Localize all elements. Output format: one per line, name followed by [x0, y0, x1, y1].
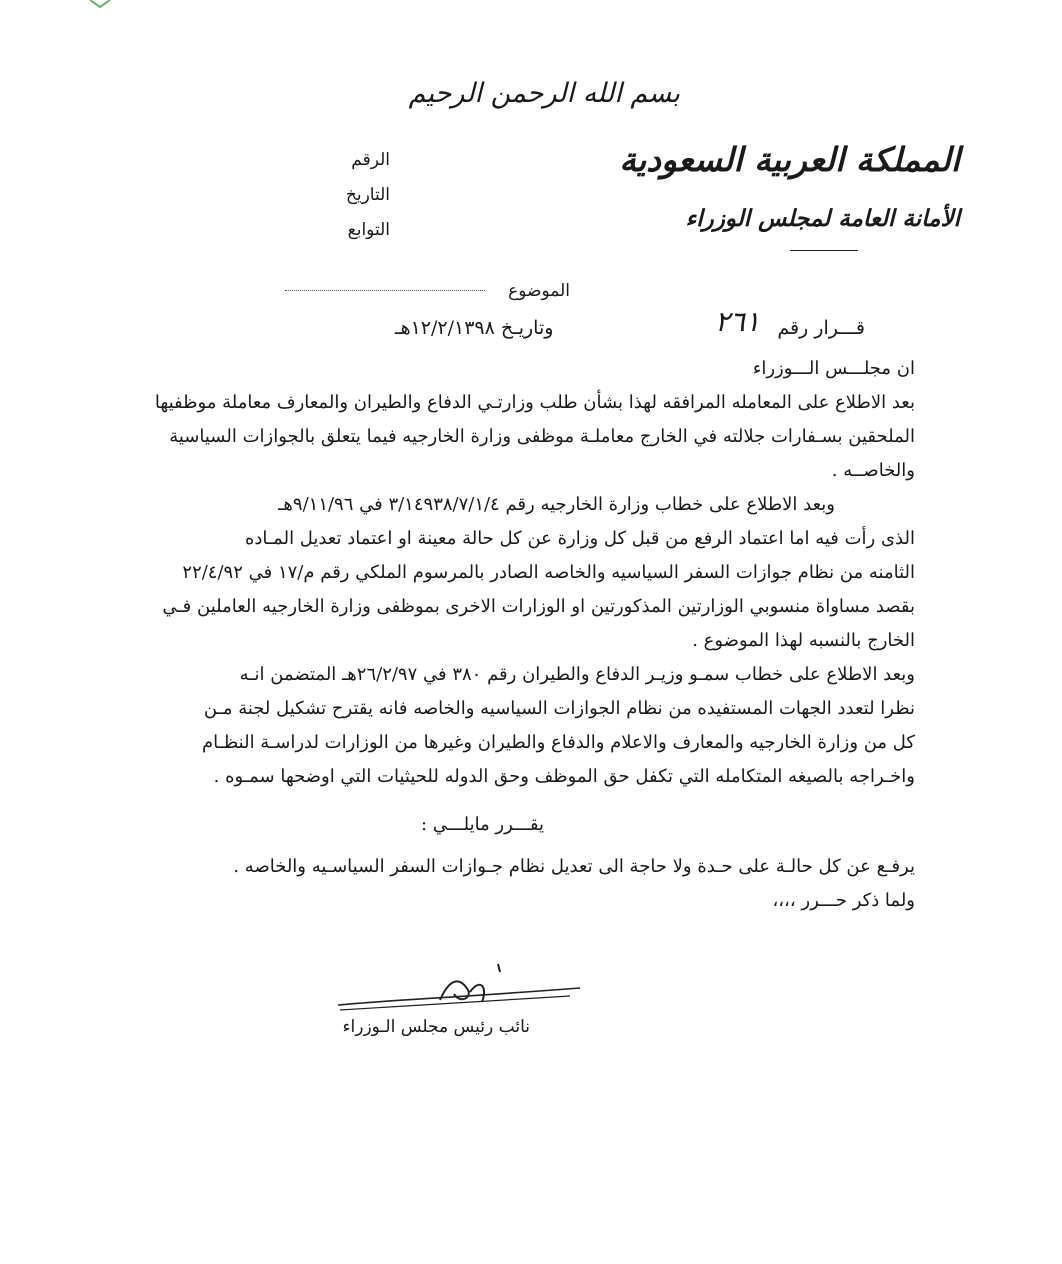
- basmala: بسم الله الرحمن الرحيم: [408, 78, 680, 109]
- body-line: والخاصــه .: [831, 460, 915, 481]
- body-line: الثامنه من نظام جوازات السفر السياسيه والخاصه الصادر بالمرسوم الملكي رقم م/١٧ في ٢٢/٤/٩٢: [182, 562, 915, 583]
- body-line: واخـراجه بالصيغه المتكامله التي تكفل حق الموظف وحق الدوله للحيثيات التي اوضحها سمـوه .: [213, 766, 915, 787]
- resolution-line: يرفـع عن كل حالـة على حـدة ولا حاجة الى تعديل نظام جـوازات السفر السياسـيه والخاصه .: [233, 856, 915, 877]
- body-line: الذى رأت فيه اما اعتماد الرفع من قبل كل وزارة عن كل حالة معينة او اعتماد تعديل المـاده: [244, 528, 915, 549]
- subject-dotted-line: [285, 290, 485, 291]
- secretariat-name: الأمانة العامة لمجلس الوزراء: [685, 205, 960, 232]
- signature-title: نائب رئيس مجلس الـوزراء: [342, 1017, 530, 1037]
- body-line: وبعد الاطلاع على خطاب وزارة الخارجيه رقم ٣/١٤٩٣٨/٧/١/٤ في ٩/١١/٩٦هـ: [278, 494, 835, 515]
- decision-label: قـــرار رقم: [777, 317, 865, 339]
- header-divider: [790, 250, 858, 251]
- corner-mark: [88, 0, 112, 8]
- body-line: الخارج بالنسبه لهذا الموضوع .: [692, 630, 915, 651]
- handwritten-signature: [330, 960, 590, 1020]
- body-line: الملحقين بسـفارات جلالته في الخارج معاملـة موظفى وزارة الخارجيه فيما يتعلق بالجوازات السياسية: [169, 426, 915, 447]
- reference-fields: [280, 143, 390, 248]
- body-line: نظرا لتعدد الجهات المستفيده من نظام الجوازات السياسيه والخاصه فانه يقترح تشكيل لجنة مـن: [203, 698, 915, 719]
- resolution-text: [110, 850, 915, 918]
- body-line: بقصد مساواة منسوبي الوزارتين المذكورتين او الوزارات الاخرى بموظفى وزارة الخارجيه العاملين فـي: [162, 596, 915, 617]
- document-body: [110, 352, 915, 794]
- body-line: وبعد الاطلاع على خطاب سمـو وزيـر الدفاع والطيران رقم ٣٨٠ في ٢٦/٢/٩٧هـ المتضمن انـه: [239, 664, 915, 685]
- body-line: كل من وزارة الخارجيه والمعارف والاعلام والدفاع والطيران وغيرها من الوزارات لدراسـة النظـام: [202, 732, 915, 753]
- body-line: ان مجلـــس الـــوزراء: [752, 358, 915, 379]
- decision-line: [395, 305, 865, 345]
- attachments-label: التوابع: [347, 220, 390, 240]
- decision-number: ٢٦١: [714, 305, 760, 338]
- decision-date: وتاريـخ ١٢/٢/١٣٩٨هـ: [395, 317, 554, 339]
- subject-label: الموضوع: [508, 281, 570, 301]
- date-label: التاريخ: [345, 185, 390, 205]
- number-label: الرقم: [351, 150, 390, 170]
- body-line: بعد الاطلاع على المعامله المرافقه لهذا بشأن طلب وزارتـي الدفاع والطيران والمعارف معاملة موظفيها: [154, 392, 915, 413]
- kingdom-name: المملكة العربية السعودية: [619, 140, 960, 179]
- resolution-line: ولما ذكر حـــرر ،،،،: [772, 890, 915, 911]
- decides-heading: يقـــرر مايلـــي :: [421, 814, 544, 835]
